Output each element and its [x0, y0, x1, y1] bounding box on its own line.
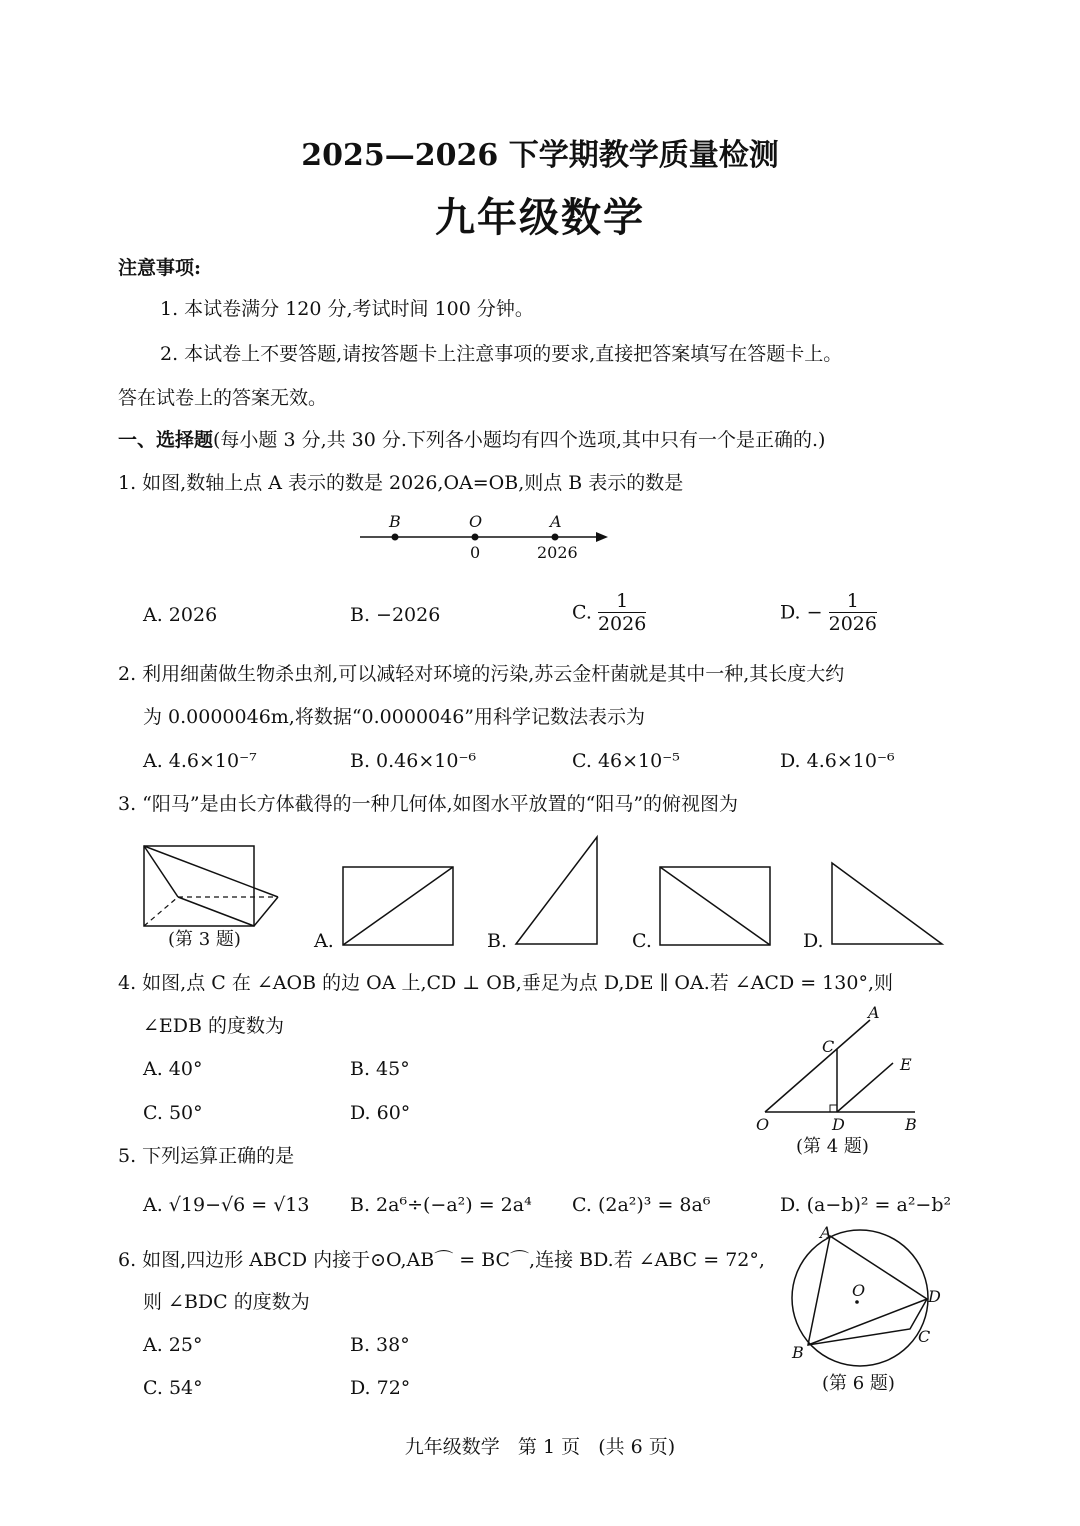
q3-option-d-figure[interactable] [830, 861, 945, 946]
q2-option-c[interactable]: C. 46×10⁻⁵ [572, 750, 680, 772]
label-b: B [792, 1343, 804, 1362]
q6-stem-line2: 则 ∠BDC 的度数为 [143, 1291, 310, 1313]
label-c: C [822, 1037, 835, 1056]
label-e: E [900, 1055, 912, 1074]
label-o: O [852, 1281, 866, 1300]
q4-stem-line2: ∠EDB 的度数为 [143, 1015, 285, 1037]
q1-option-d-fraction [829, 590, 877, 635]
q2-option-a[interactable]: A. 4.6×10⁻⁷ [143, 750, 257, 772]
point-o [472, 534, 479, 541]
q4-option-b[interactable]: B. 45° [350, 1058, 410, 1080]
label-d: D [832, 1115, 845, 1134]
solid-front-face [144, 846, 254, 926]
point-a [552, 534, 559, 541]
section-1-heading: 一、选择题 [118, 429, 214, 451]
q6-stem-line1: 6. 如图,四边形 ABCD 内接于⊙O,AB⌒ = BC⌒,连接 BD.若 ∠ABC = 72°, [118, 1249, 765, 1271]
q3-option-d-label[interactable]: D. [803, 930, 824, 952]
q4-stem-line1: 4. 如图,点 C 在 ∠AOB 的边 OA 上,CD ⊥ OB,垂足为点 D,DE ∥ OA.若 ∠ACD = 130°,则 [118, 972, 893, 994]
triangle [516, 837, 597, 944]
solid-hidden-edge [144, 897, 178, 926]
solid-edge [144, 846, 178, 897]
exam-term-title: 2025—2026 下学期教学质量检测 [301, 138, 779, 173]
q1-number-line [355, 510, 615, 570]
q2-stem-line1: 2. 利用细菌做生物杀虫剂,可以减轻对环境的污染,苏云金杆菌就是其中一种,其长度大约 [118, 663, 845, 685]
q4-angle-figure [750, 1002, 930, 1152]
q2-option-b[interactable]: B. 0.46×10⁻⁶ [350, 750, 477, 772]
fraction-denominator: 2026 [597, 613, 647, 635]
label-a: A [820, 1223, 832, 1242]
q4-option-d[interactable]: D. 60° [350, 1102, 411, 1124]
q3-option-b-label[interactable]: B. [487, 930, 508, 952]
q1-stem: 1. 如图,数轴上点 A 表示的数是 2026,OA=OB,则点 B 表示的数是 [118, 472, 684, 494]
q6-option-d[interactable]: D. 72° [350, 1377, 411, 1399]
label-b: B [905, 1115, 917, 1134]
q4-figure-caption: (第 4 题) [796, 1136, 869, 1157]
q3-option-c-figure[interactable] [659, 866, 771, 946]
fraction-numerator: 1 [598, 590, 646, 613]
q4-option-a[interactable]: A. 40° [143, 1058, 203, 1080]
center-point [855, 1300, 859, 1304]
notice-item-2-line2: 答在试卷上的答案无效。 [118, 387, 328, 409]
tick-0: 0 [470, 543, 481, 562]
ray-de [837, 1063, 893, 1112]
notice-item-2-line1: 2. 本试卷上不要答题,请按答题卡上注意事项的要求,直接把答案填写在答题卡上。 [160, 343, 843, 365]
label-a: A [868, 1003, 880, 1022]
section-1-header [118, 428, 825, 452]
q1-option-d-prefix: D. − [780, 601, 823, 624]
q3-solid-figure [140, 840, 290, 930]
q3-option-c-label[interactable]: C. [632, 930, 652, 952]
fraction-denominator: 2026 [828, 613, 877, 635]
q6-circle-figure [780, 1222, 950, 1372]
subject-title: 九年级数学 [435, 194, 645, 241]
solid-edge [254, 897, 278, 926]
label-c: C [918, 1327, 931, 1346]
q5-stem: 5. 下列运算正确的是 [118, 1145, 295, 1167]
q2-stem-line2: 为 0.0000046m,将数据“0.0000046”用科学记数法表示为 [143, 706, 646, 728]
ray-oa [765, 1020, 870, 1112]
triangle [832, 863, 942, 944]
q6-option-c[interactable]: C. 54° [143, 1377, 203, 1399]
solid-edge [144, 846, 278, 897]
q3-option-a-figure[interactable] [342, 866, 454, 946]
q1-option-b[interactable]: B. −2026 [350, 604, 441, 626]
q4-option-c[interactable]: C. 50° [143, 1102, 203, 1124]
label-a: A [550, 512, 562, 531]
section-1-desc: (每小题 3 分,共 30 分.下列各小题均有四个选项,其中只有一个是正确的.) [213, 429, 826, 451]
diagonal [343, 867, 453, 945]
q1-option-c-prefix: C. [572, 601, 592, 624]
q6-figure-caption: (第 6 题) [822, 1373, 895, 1394]
q5-option-b[interactable]: B. 2a⁶÷(−a²) = 2a⁴ [350, 1194, 532, 1216]
q6-option-a[interactable]: A. 25° [143, 1334, 203, 1356]
q6-option-b[interactable]: B. 38° [350, 1334, 410, 1356]
fraction-numerator: 1 [829, 590, 877, 613]
label-b: B [389, 512, 401, 531]
point-b [392, 534, 399, 541]
notice-heading: 注意事项: [118, 257, 202, 279]
q3-option-a-label[interactable]: A. [314, 930, 334, 952]
q3-stem: 3. “阳马”是由长方体截得的一种几何体,如图水平放置的“阳马”的俯视图为 [118, 793, 739, 815]
label-o: O [756, 1115, 770, 1134]
label-o: O [469, 512, 483, 531]
q1-option-d[interactable] [780, 590, 877, 635]
q3-option-b-figure[interactable] [515, 836, 600, 946]
arrow-right-icon [596, 532, 608, 542]
q1-option-a[interactable]: A. 2026 [143, 604, 218, 626]
page-footer: 九年级数学 第 1 页 (共 6 页) [404, 1436, 676, 1458]
q2-option-d[interactable]: D. 4.6×10⁻⁶ [780, 750, 895, 772]
q1-option-c[interactable] [572, 590, 646, 635]
q1-option-c-fraction [598, 590, 646, 635]
q5-option-c[interactable]: C. (2a²)³ = 8a⁶ [572, 1194, 711, 1216]
tick-2026: 2026 [537, 543, 578, 562]
q3-figure-caption: (第 3 题) [168, 929, 241, 950]
q5-option-a[interactable]: A. √19−√6 = √13 [143, 1194, 310, 1216]
right-angle-mark [830, 1105, 837, 1112]
segment-bd [808, 1299, 927, 1345]
q5-option-d[interactable]: D. (a−b)² = a²−b² [780, 1194, 952, 1216]
notice-item-1: 1. 本试卷满分 120 分,考试时间 100 分钟。 [160, 298, 534, 320]
label-d: D [928, 1287, 941, 1306]
solid-edge [178, 897, 254, 926]
quadrilateral-abcd [808, 1236, 927, 1345]
diagonal [660, 867, 770, 945]
